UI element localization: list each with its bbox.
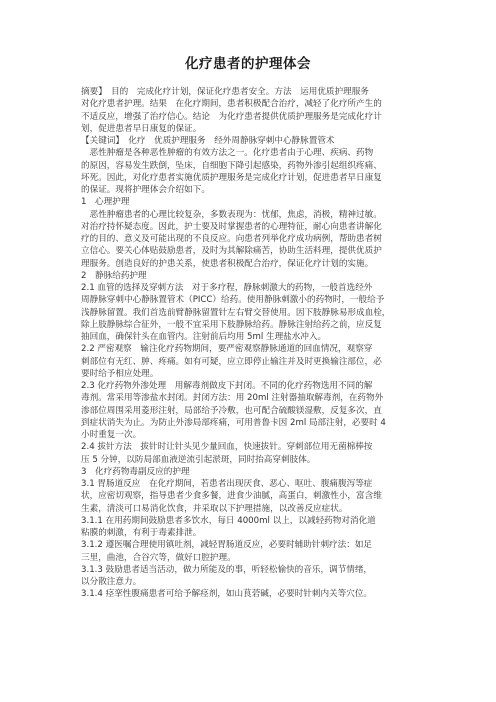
text-line: 要时给予相应处理。 bbox=[81, 368, 159, 379]
text-line: 划，促进患者早日康复的保证。 bbox=[81, 123, 202, 134]
text-line: 3 化疗药物毒副反应的护理 bbox=[81, 466, 190, 477]
text-line: 抽回血，确保针头在血管内。注射前后均用 5ml 生理盐水冲入。 bbox=[81, 332, 327, 342]
text-line: 渗部位周围采用菱形注射，局部给予冷敷，也可配合硫酸镁湿敷，反复多次，直 bbox=[81, 405, 382, 416]
text-line: 恶性肿瘤患者的心理比较复杂，多数表现为：忧郁，焦虑，消极，精神过敏。 bbox=[81, 209, 382, 220]
text-line: 理服务。创造良好的护患关系，使患者积极配合治疗，保证化疗计划的实施。 bbox=[81, 258, 374, 269]
text-line: 状，应密切观察，指导患者少食多餐，进食少油腻，高蛋白，刺激性小，富含维 bbox=[81, 491, 382, 502]
text-line: 3.1 胃肠道反应 在化疗期间，若患者出现厌食、恶心、呕吐、腹痛腹泻等症 bbox=[81, 479, 373, 489]
text-line: 除上肢静脉综合征外，一般不宜采用下肢静脉给药。静脉注射给药之前，应反复 bbox=[81, 319, 382, 330]
text-line: 的原因，容易发生跌倒，坠床，自细胞下降引起感染，药物外渗引起组织疼痛、 bbox=[81, 160, 382, 171]
text-line: 不适反应，增强了治疗信心。结论 为化疗患者提供优质护理服务是完成化疗计 bbox=[81, 111, 382, 122]
document-body bbox=[81, 86, 417, 601]
text-line: 3.1.2 遵医嘱合理使用镇吐剂，减轻胃肠道反应，必要时辅助针刺疗法：如足 bbox=[81, 540, 373, 551]
text-line: 以分散注意力。 bbox=[81, 577, 142, 587]
text-line: 1 心理护理 bbox=[81, 197, 130, 208]
text-line: 刺部位有无红、肿、疼痛。如有可疑，应立即停止输注并及时更换输注部位，必 bbox=[81, 356, 382, 367]
text-line: 2 静脉给药护理 bbox=[81, 270, 147, 281]
text-line: 坏死。因此，对化疗患者实施优质护理服务是完成化疗计划，促进患者早日康复 bbox=[81, 172, 382, 183]
text-line: 恶性肿瘤是各种恶性肿瘤的有效方法之一。化疗患者由于心理、疾病、药物 bbox=[81, 148, 374, 159]
text-line: 2.1 血管的选择及穿刺方法 对于多疗程，静脉刺激大的药物，一般首选经外 bbox=[81, 283, 373, 293]
text-line: 三里，曲池，合谷穴等，做好口腔护理。 bbox=[81, 552, 236, 563]
text-line: 对治疗持怀疑态度。因此，护士要及时掌握患者的心理特征，耐心向患者讲解化 bbox=[81, 221, 382, 232]
text-line: 【关键词】 化疗 优质护理服务 经外周静脉穿刺中心静脉置管术 bbox=[81, 136, 335, 146]
text-line: 到症状消失为止。为防止外渗局部疼痛，可用普鲁卡因 2ml 局部注射，必要时 4 bbox=[81, 417, 386, 428]
document-title: 化疗患者的护理体会 bbox=[185, 56, 311, 72]
text-line: 立信心。要关心体贴鼓励患者，及时为其解除痛苦，协助生活料理，提供优质护 bbox=[81, 246, 382, 257]
text-line: 压 5 分钟，以防局部血液逆流引起淤斑，同时抬高穿刺肢体。 bbox=[81, 454, 316, 465]
text-line: 的保证。现将护理体会介绍如下。 bbox=[81, 185, 210, 195]
text-line: 2.3 化疗药物外渗处理 用解毒剂做皮下封闭。不同的化疗药物选用不同的解 bbox=[81, 381, 373, 391]
text-line: 3.1.4 痉挛性腹痛患者可给予解痉剂，如山茛菪碱，必要时针刺内关等穴位。 bbox=[81, 589, 373, 600]
text-line: 3.1.1 在用药期间鼓励患者多饮水，每日 4000ml 以上，以减轻药物对消化道 bbox=[81, 515, 376, 526]
text-line: 浅静脉留置。我们首选前臂静脉留置针左右臂交替使用。因下肢静脉易形成血栓， bbox=[81, 307, 391, 318]
text-line: 摘要】 目的 完成化疗计划，保证化疗患者安全。方法 运用优质护理服务 bbox=[81, 87, 369, 97]
text-line: 2.2 严密观察 输注化疗药物期间，要严密观察静脉通道的回血情况，观察穿 bbox=[81, 344, 373, 355]
text-line: 疗的目的、意义及可能出现的不良反应。向患者列举化疗成功病例，帮助患者树 bbox=[81, 234, 382, 244]
text-line: 粘膜的刺激，有利于毒素排泄。 bbox=[81, 528, 202, 538]
text-line: 生素，清淡可口易消化饮食，并采取以下护理措施，以改善反应症状。 bbox=[81, 503, 348, 514]
text-line: 3.1.3 鼓励患者适当活动，做力所能及的事，听轻松愉快的音乐，调节情绪， bbox=[81, 564, 373, 575]
text-line: 对化疗患者护理。结果 在化疗期间，患者积极配合治疗，减轻了化疗所产生的 bbox=[81, 99, 382, 110]
text-line: 2.4 拔针方法 拔针时让针头见少量回血，快速拔针。穿刺部位用无菌棉棒按 bbox=[81, 442, 373, 453]
text-line: 小时重复一次。 bbox=[81, 430, 142, 440]
text-line: 毒剂。常采用等渗盐水封闭。封闭方法：用 20ml 注射器抽取解毒剂，在药物外 bbox=[81, 393, 384, 404]
text-line: 周静脉穿刺中心静脉置管术（PICC）给药。使用静脉刺激小的药物时，一般给予 bbox=[81, 295, 385, 306]
